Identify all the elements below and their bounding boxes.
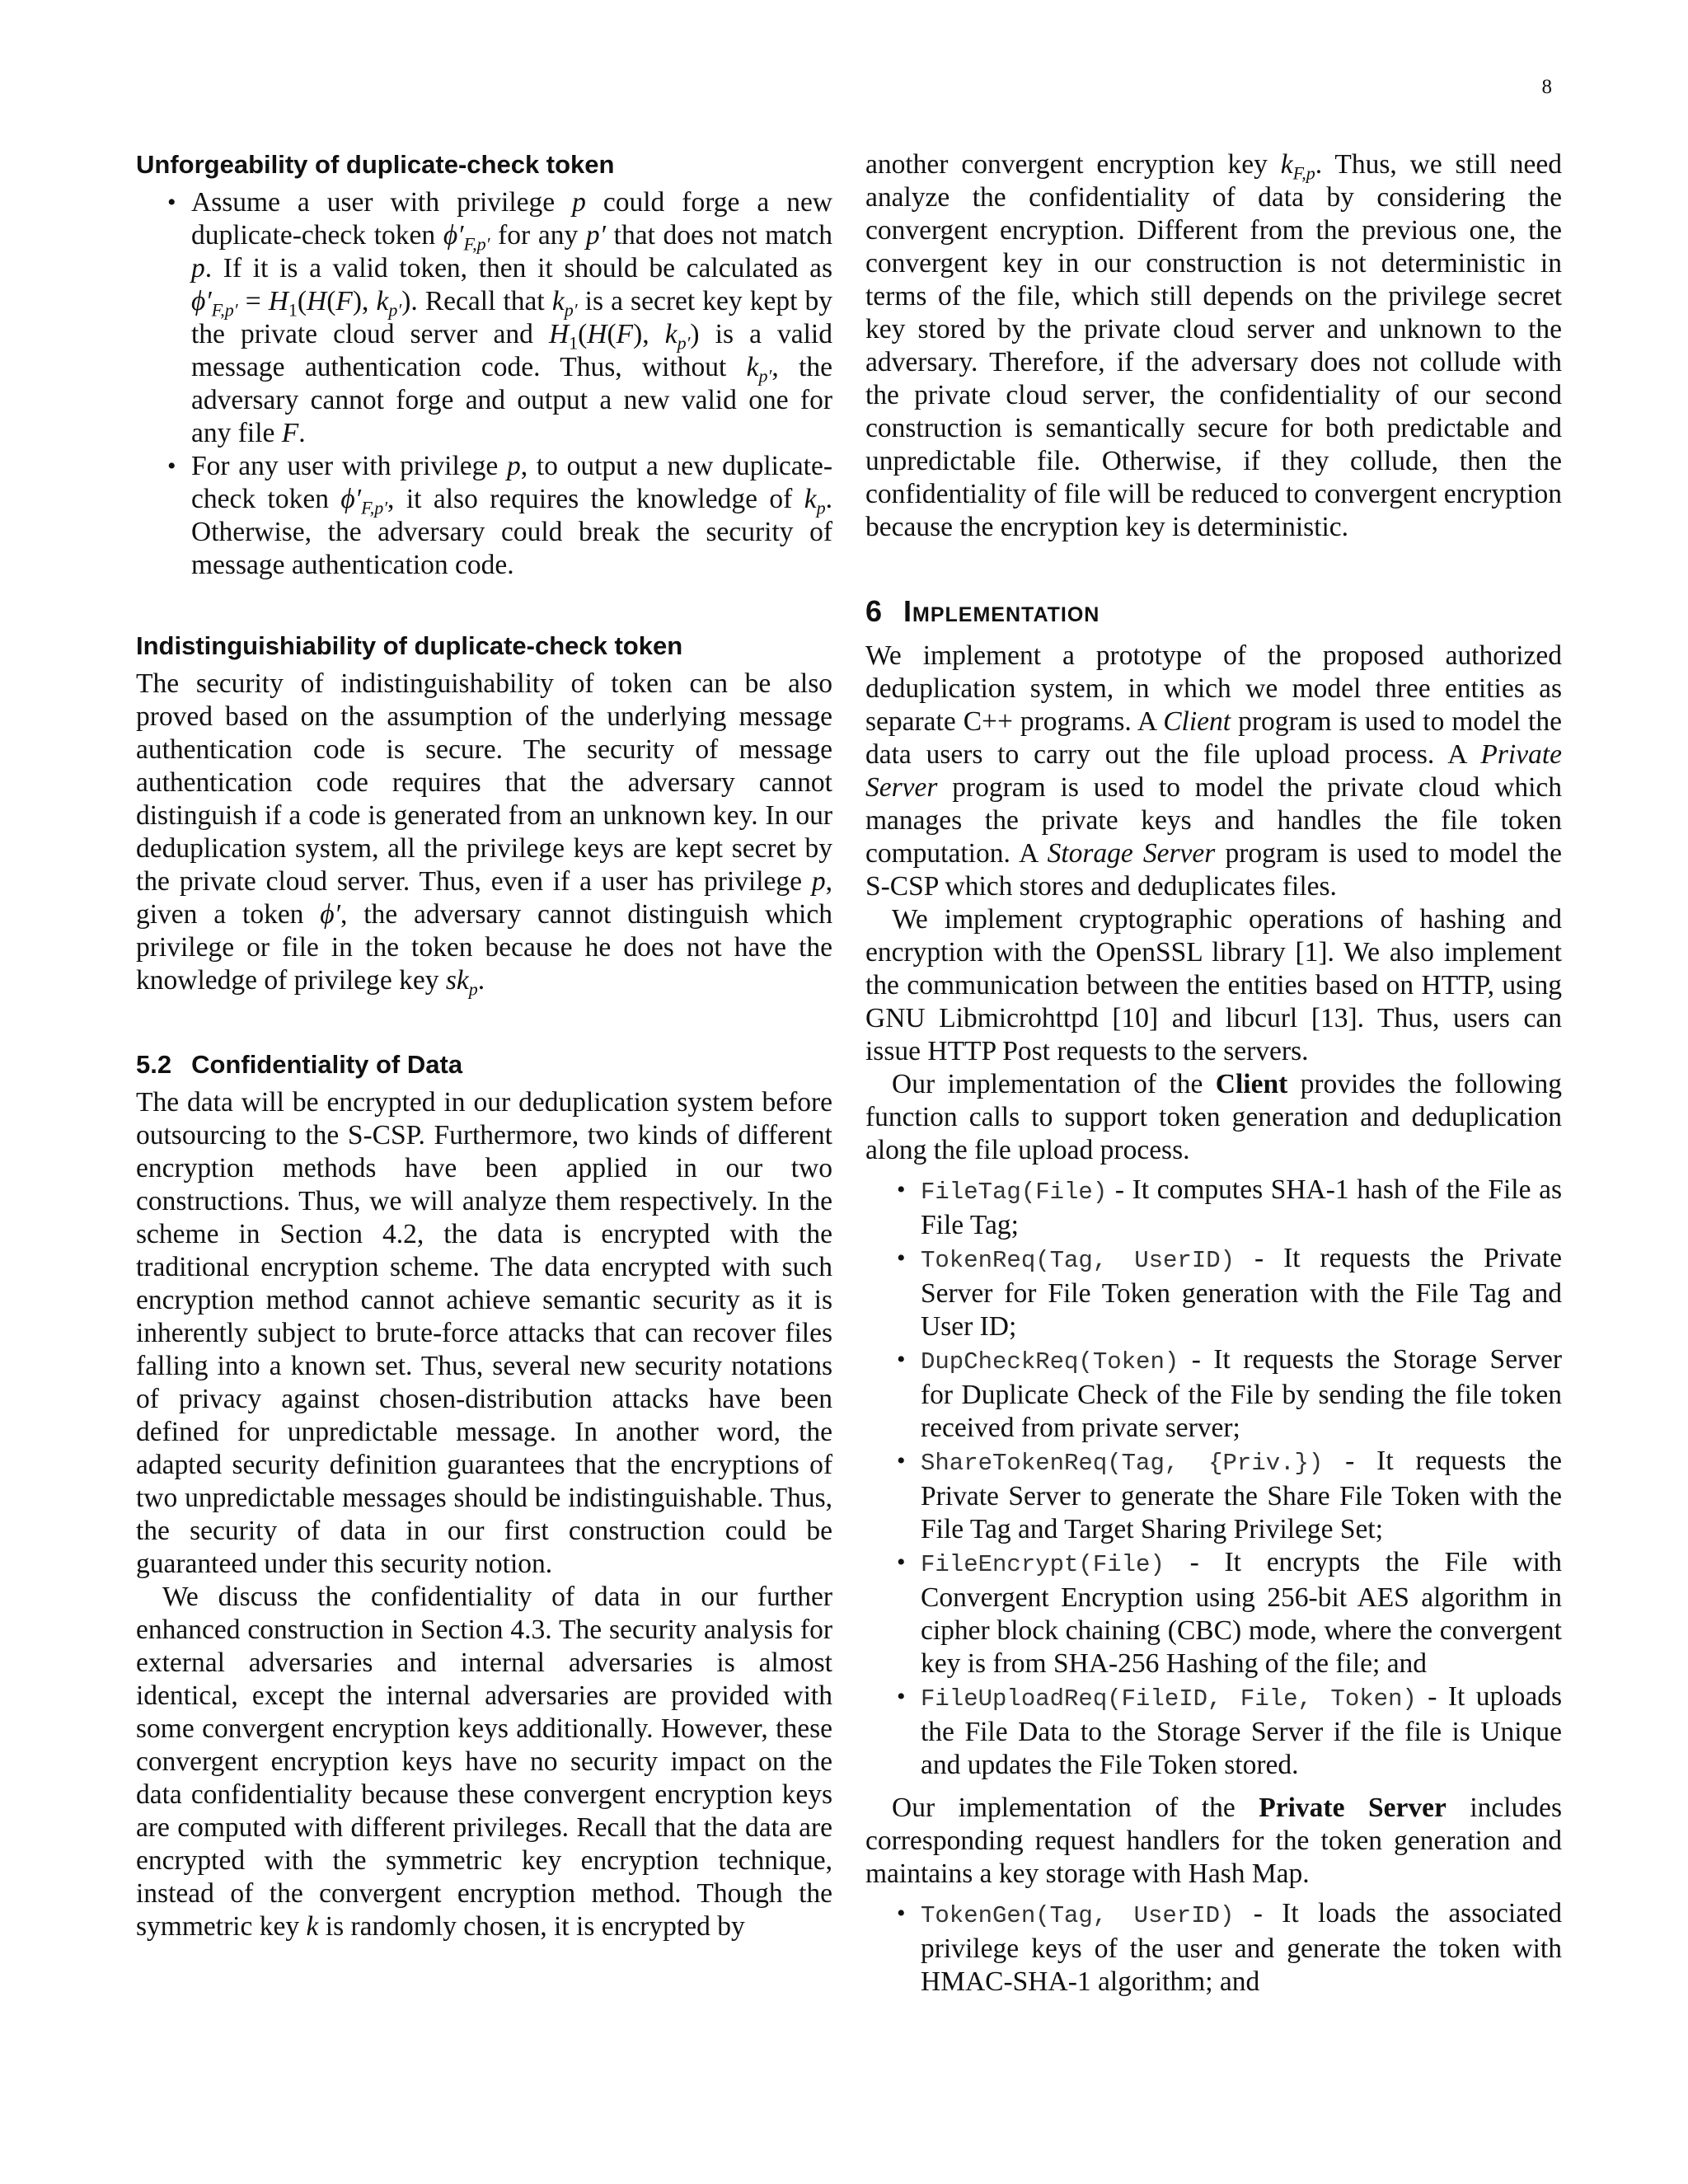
page-number: 8 (1541, 76, 1552, 98)
paragraph-continuation: another convergent encryption key $k_{F,p}$. Thus, we still need analyze the confidentiality of data by considering the convergent encryption. Different from the previous one, the convergent key in our construction is not deterministic in terms of the file, which still depends on the privilege secret key stored by the private cloud server and unknown to the adversary. Therefore, if the adversary does not collude with the private cloud server, the confidentiality of our second construction is semantically secure for both predictable and unpredictable file. Otherwise, if they collude, then the confidentiality of file will be reduced to convergent encryption because the encryption key is deterministic. (865, 149, 1562, 542)
subsection-heading: 5.2 Confidentiality of Data (136, 1050, 463, 1079)
client-function-list (865, 1174, 1562, 1782)
paragraph-confidentiality-1: The data will be encrypted in our deduplication system before outsourcing to the S-CSP. Furthermore, two kinds of different encryption methods have been applied in our two constructions. Thus, we will analyze them respectively. In the scheme in Section 4.2, the data is encrypted with the traditional encryption scheme. The data encrypted with such encryption method cannot achieve semantic security as it is inherently subject to brute-force attacks that can recover files falling into a known set. Thus, several new security notations of privacy against chosen-distribution attacks have been defined for unpredictable message. In another word, the adapted security definition guarantees that the encryptions of two unpredictable messages should be indistinguishable. Thus, the security of data in our first construction could be guaranteed under this security notion. (136, 1087, 832, 1579)
list-item: • FileTag(File) - It computes SHA-1 hash of the File as File Tag; (865, 1174, 1562, 1242)
list-item: • TokenGen(Tag, UserID) - It loads the associated privilege keys of the user and generate the token with HMAC-SHA-1 algorithm; and (865, 1897, 1562, 1999)
list-item: • FileEncrypt(File) - It encrypts the File with Convergent Encryption using 256-bit AES algorithm in cipher block chaining (CBC) mode, where the convergent key is from SHA-256 Hashing of the file; and (865, 1546, 1562, 1680)
list-item: • TokenReq(Tag, UserID) - It requests the Private Server for File Token generation with the File Tag and User ID; (865, 1242, 1562, 1343)
list-item: • ShareTokenReq(Tag, {Priv.}) - It requests the Private Server to generate the Share File Token with the File Tag and Target Sharing Privilege Set; (865, 1445, 1562, 1546)
heading-indistinguishability: Indistinguishiability of duplicate-check token (136, 631, 683, 660)
list-item: • FileUploadReq(FileID, File, Token) - It uploads the File Data to the Storage Server if the file is Unique and updates the File Token stored. (865, 1680, 1562, 1782)
left-column (136, 148, 832, 1943)
paragraph-implementation-1: We implement a prototype of the proposed authorized deduplication system, in which we model three entities as separate C++ programs. A Client program is used to model the data users to carry out the file upload process. A Private Server program is used to model the private cloud which manages the private keys and handles the file token computation. A Storage Server program is used to model the S-CSP which stores and deduplicates files. (865, 640, 1562, 902)
list-item: • For any user with privilege p, to output a new duplicate-check token $\phi'_{F,p'}$, it also requires the knowledge of $k_p$. Otherwise, the adversary could break the security of message authentication code. (136, 450, 832, 582)
right-column (865, 148, 1562, 2008)
unforgeability-list (136, 186, 832, 582)
list-item: • Assume a user with privilege p could forge a new duplicate-check token $\phi'_{F,p'}$ for any p′ that does not match p. If it is a valid token, then it should be calculated as $\phi'_{F,p'} = H_1(H(F)$, $k_{p'}$). Recall that $k_{p'}$ is a secret key kept by the private cloud server and $H_1(H(F)$, $k_{p'}$) is a valid message authentication code. Thus, without $k_{p'}$, the adversary cannot forge and output a new valid one for any file F. (136, 186, 832, 450)
paragraph-implementation-2: We implement cryptographic operations of hashing and encryption with the OpenSSL library [1]. We also implement the communication between the entities based on HTTP, using GNU Libmicrohttpd [10] and libcurl [13]. Thus, users can issue HTTP Post requests to the servers. (865, 904, 1562, 1066)
paragraph-implementation-3: Our implementation of the Client provides the following function calls to support token generation and deduplication along the file upload process. (865, 1069, 1562, 1165)
heading-unforgeability: Unforgeability of duplicate-check token (136, 150, 615, 179)
paragraph-confidentiality-2: We discuss the confidentiality of data in our further enhanced construction in Section 4.3. The security analysis for external adversaries and internal adversaries is almost identical, except the internal adversaries are provided with some convergent encryption keys additionally. However, these convergent encryption keys have no security impact on the data confidentiality because these convergent encryption keys are computed with different privileges. Recall that the data are encrypted with the symmetric key encryption technique, instead of the convergent encryption method. Though the symmetric key k is randomly chosen, it is encrypted by (136, 1582, 832, 1942)
paragraph-implementation-4: Our implementation of the Private Server includes corresponding request handlers for the token generation and maintains a key storage with Hash Map. (865, 1793, 1562, 1889)
paragraph-indistinguishability: The security of indistinguishability of token can be also proved based on the assumption of the underlying message authentication code is secure. The security of message authentication code requires that the adversary cannot distinguish if a code is generated from an unknown key. In our deduplication system, all the privilege keys are kept secret by the private cloud server. Thus, even if a user has privilege p, given a token ϕ′, the adversary cannot distinguish which privilege or file in the token because he does not have the knowledge of privilege key $sk_p$. (136, 668, 832, 1000)
server-function-list (865, 1897, 1562, 1999)
section-heading: 6 Implementation (865, 594, 1100, 628)
list-item: • DupCheckReq(Token) - It requests the Storage Server for Duplicate Check of the File by sending the file token received from private server; (865, 1343, 1562, 1445)
